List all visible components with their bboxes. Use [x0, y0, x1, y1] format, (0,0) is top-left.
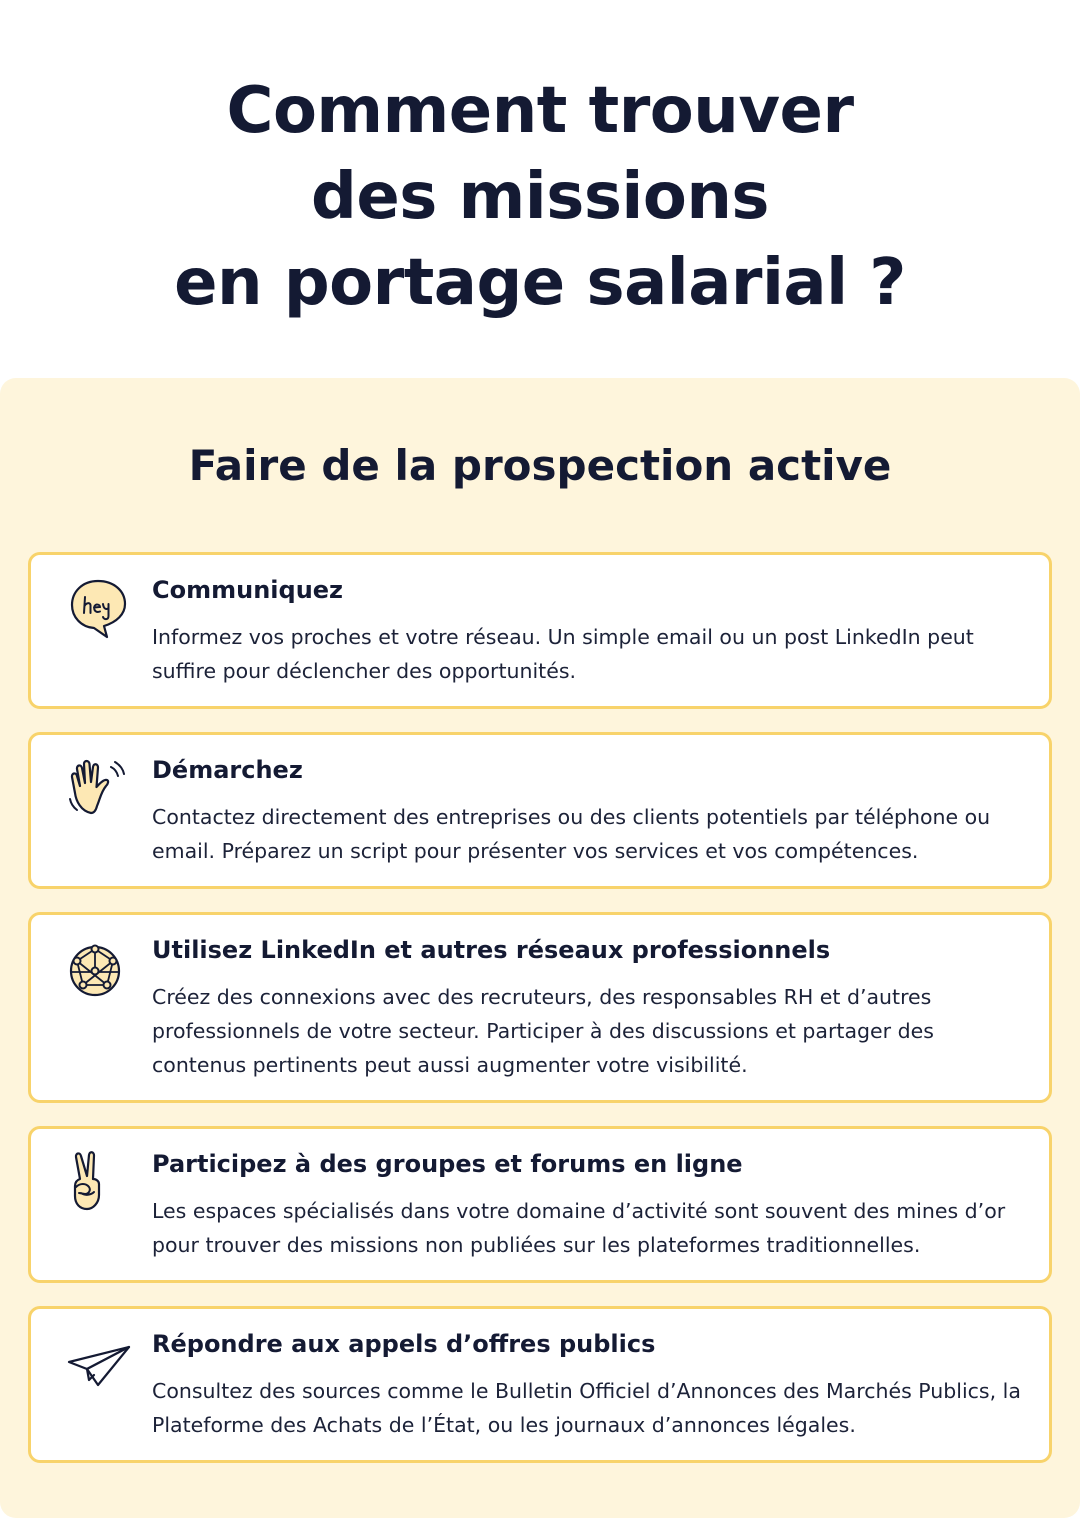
card-title: Démarchez [152, 756, 303, 784]
card-text: Informez vos proches et votre réseau. Un simple email ou un post LinkedIn peut suffire pour déclencher des opportunités. [152, 625, 974, 683]
page-title [0, 68, 1080, 326]
network-globe-icon [67, 935, 131, 999]
card-forums [28, 1126, 1052, 1283]
waving-hand-icon [67, 755, 131, 819]
card-title: Communiquez [152, 576, 344, 604]
card-demarchez [28, 732, 1052, 889]
card-title: Utilisez LinkedIn et autres réseaux professionnels [152, 936, 831, 964]
card-text: Créez des connexions avec des recruteurs, des responsables RH et d’autres professionnels de votre secteur. Participer à des discussions et partager des contenus pertinents peut aussi augmenter votre visibilité. [152, 985, 934, 1077]
peace-hand-icon [67, 1149, 131, 1213]
card-text: Consultez des sources comme le Bulletin Officiel d’Annonces des Marchés Publics, la Plateforme des Achats de l’État, ou les journaux d’annonces légales. [152, 1379, 1021, 1437]
page-title-line: des missions [311, 160, 769, 234]
card-communiquez [28, 552, 1052, 709]
card-appels-offres [28, 1306, 1052, 1463]
page-title-line: Comment trouver [226, 74, 854, 148]
paper-plane-icon [67, 1329, 131, 1393]
card-text: Contactez directement des entreprises ou des clients potentiels par téléphone ou email. Préparez un script pour présenter vos services et vos compétences. [152, 805, 991, 863]
card-title: Participez à des groupes et forums en ligne [152, 1150, 743, 1178]
page-title-line: en portage salarial ? [174, 246, 906, 320]
section-title: Faire de la prospection active [188, 441, 892, 490]
card-linkedin [28, 912, 1052, 1103]
hey-speech-bubble-icon [67, 575, 131, 639]
card-title: Répondre aux appels d’offres publics [152, 1330, 656, 1358]
card-text: Les espaces spécialisés dans votre domaine d’activité sont souvent des mines d’or pour trouver des missions non publiées sur les plateformes traditionnelles. [152, 1199, 1006, 1257]
